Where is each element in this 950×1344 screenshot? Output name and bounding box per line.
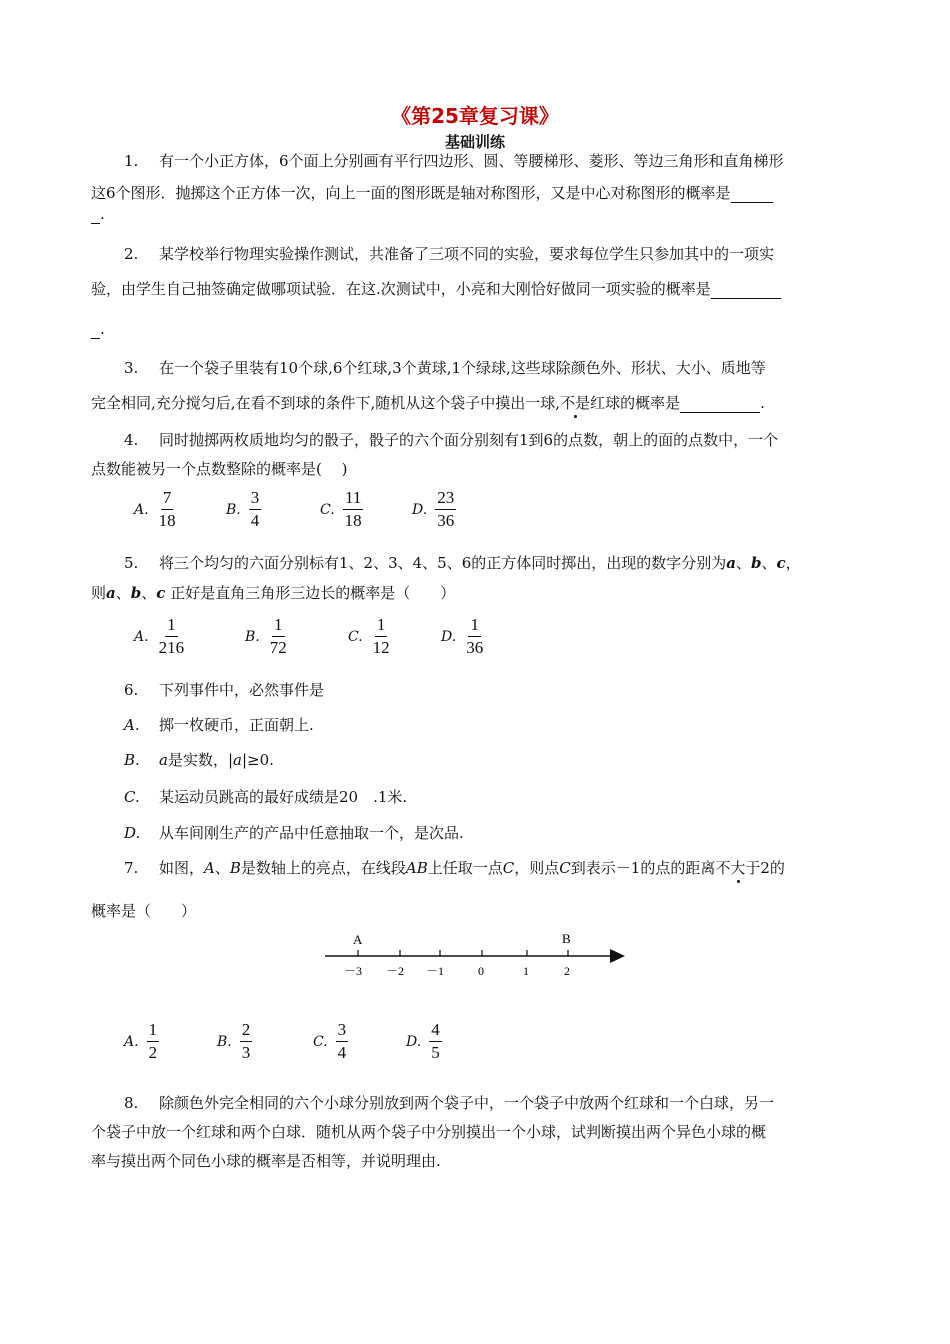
- tick-label: －3: [344, 964, 363, 978]
- question-4-option-c[interactable]: C. $\frac{11}{18}$: [320, 488, 362, 530]
- question-5-number: 5.: [124, 554, 139, 572]
- question-7-line-1: 7. 如图，A、B是数轴上的亮点，在线段AB上任取一点C，则点C到表示－1的点的距离不大于2的: [124, 859, 785, 877]
- question-8-line-3: 率与摸出两个同色小球的概率是否相等，并说明理由.: [91, 1152, 441, 1170]
- tick-label: 2: [564, 964, 570, 978]
- question-8-line-1: 8. 除颜色外完全相同的六个小球分别放到两个袋子中，一个袋子中放两个红球和一个白球，另一: [124, 1094, 775, 1112]
- question-8-line-2: 个袋子中放一个红球和两个白球．随机从两个袋子中分别摸出一个小球，试判断摸出两个异色小球的概: [91, 1123, 767, 1141]
- fraction: $\frac{4}{5}$: [431, 1020, 440, 1062]
- question-6-number: 6.: [124, 681, 139, 699]
- point-b-label: B: [562, 931, 571, 946]
- question-4-option-a[interactable]: A. $\frac{7}{18}$: [134, 488, 176, 530]
- answer-blank-continued[interactable]: [91, 205, 100, 224]
- question-7-line-2: 概率是（ ）: [91, 902, 197, 920]
- question-6-option-a[interactable]: A. 掷一枚硬币，正面朝上.: [124, 716, 314, 734]
- question-7-option-b[interactable]: B. $\frac{2}{3}$: [217, 1020, 251, 1062]
- question-6-option-b[interactable]: B. a是实数，|a|≥0.: [124, 751, 274, 769]
- question-5-option-c[interactable]: C. $\frac{1}{12}$: [348, 615, 390, 657]
- question-2-line-2: 验，由学生自己抽签确定做哪项试验．在这.次测试中，小亮和大刚恰好做同一项实验的概率是: [91, 278, 781, 299]
- question-3-line-1: 3. 在一个袋子里装有10个球,6个红球,3个黄球,1个绿球,这些球除颜色外、形状、大小、质地等: [124, 359, 766, 377]
- question-5-option-b[interactable]: B. $\frac{1}{72}$: [245, 615, 287, 657]
- fraction: $\frac{1}{12}$: [372, 615, 390, 657]
- question-4-number: 4.: [124, 431, 139, 449]
- question-3-line-2: 完全相同,充分搅匀后,在看不到球的条件下,随机从这个袋子中摸出一球,不是红球的概率是 .: [91, 394, 765, 412]
- question-7-option-a[interactable]: A. $\frac{1}{2}$: [124, 1020, 158, 1062]
- question-4-line-1: 4. 同时抛掷两枚质地均匀的骰子，骰子的六个面分别刻有1到6的点数，朝上的面的点数中，一个: [124, 431, 779, 449]
- fraction: $\frac{1}{72}$: [269, 615, 287, 657]
- answer-blank[interactable]: [711, 280, 781, 299]
- question-4-line-2: 点数能被另一个点数整除的概率是( ): [91, 460, 348, 478]
- question-2-number: 2.: [124, 245, 139, 263]
- fraction: $\frac{11}{18}$: [344, 488, 362, 530]
- question-2-line-3: .: [91, 320, 105, 339]
- fraction: $\frac{3}{4}$: [250, 488, 260, 530]
- page-title: 《第25章复习课》: [391, 104, 559, 128]
- arrow-right-icon: [610, 949, 625, 963]
- number-line-figure: [320, 925, 630, 985]
- question-5-option-d[interactable]: D. $\frac{1}{36}$: [441, 615, 484, 657]
- question-5-line-1: 5. 将三个均匀的六面分别标有1、2、3、4、5、6的正方体同时掷出，出现的数字分别为a、b、c，: [124, 554, 801, 572]
- fraction: $\frac{1}{2}$: [148, 1020, 158, 1062]
- question-8-number: 8.: [124, 1094, 139, 1112]
- question-6-stem: 6. 下列事件中，必然事件是: [124, 681, 325, 699]
- question-7-number: 7.: [124, 859, 139, 877]
- fraction: $\frac{1}{216}$: [158, 615, 185, 657]
- question-7-option-d[interactable]: D. $\frac{4}{5}$: [406, 1020, 440, 1062]
- question-6-option-d[interactable]: D. 从车间刚生产的产品中任意抽取一个，是次品.: [124, 824, 464, 842]
- question-1-line-3: .: [91, 205, 105, 224]
- tick-label: 1: [523, 964, 529, 978]
- question-4-option-d[interactable]: D. $\frac{23}{36}$: [412, 488, 455, 530]
- question-1-line-2: 这6个图形．抛掷这个正方体一次，向上一面的图形既是轴对称图形，又是中心对称图形的概率是: [91, 182, 773, 203]
- answer-blank[interactable]: [731, 184, 773, 203]
- question-7-option-c[interactable]: C. $\frac{3}{4}$: [313, 1020, 347, 1062]
- question-1-number: 1.: [124, 152, 139, 170]
- fraction: $\frac{2}{3}$: [241, 1020, 251, 1062]
- question-3-number: 3.: [124, 359, 139, 377]
- point-a-label: A: [353, 932, 363, 947]
- fraction: $\frac{23}{36}$: [437, 488, 455, 530]
- question-4-option-b[interactable]: B. $\frac{3}{4}$: [226, 488, 260, 530]
- fraction: $\frac{3}{4}$: [337, 1020, 347, 1062]
- tick-label: 0: [478, 964, 484, 978]
- emphasis-not-greater-than: 不大于: [715, 859, 761, 877]
- question-5-line-2: 则a、b、c 正好是直角三角形三边长的概率是（ ）: [91, 584, 456, 602]
- fraction: $\frac{7}{18}$: [158, 488, 176, 530]
- question-1-line-1: 1. 有一个小正方体，6个面上分别画有平行四边形、圆、等腰梯形、菱形、等边三角形和直角梯形: [124, 152, 784, 170]
- tick-label: －2: [386, 964, 405, 978]
- question-6-option-c[interactable]: C. 某运动员跳高的最好成绩是20 .1米.: [124, 788, 408, 806]
- fraction: $\frac{1}{36}$: [466, 615, 484, 657]
- section-subtitle: 基础训练: [444, 133, 505, 151]
- question-5-option-a[interactable]: A. $\frac{1}{216}$: [134, 615, 185, 657]
- answer-blank[interactable]: [680, 394, 760, 413]
- answer-blank-continued[interactable]: [91, 320, 100, 339]
- question-2-line-1: 2. 某学校举行物理实验操作测试，共准备了三项不同的实验，要求每位学生只参加其中的一项实: [124, 245, 775, 263]
- emphasis-not: 不是: [560, 394, 591, 412]
- tick-label: －1: [426, 964, 445, 978]
